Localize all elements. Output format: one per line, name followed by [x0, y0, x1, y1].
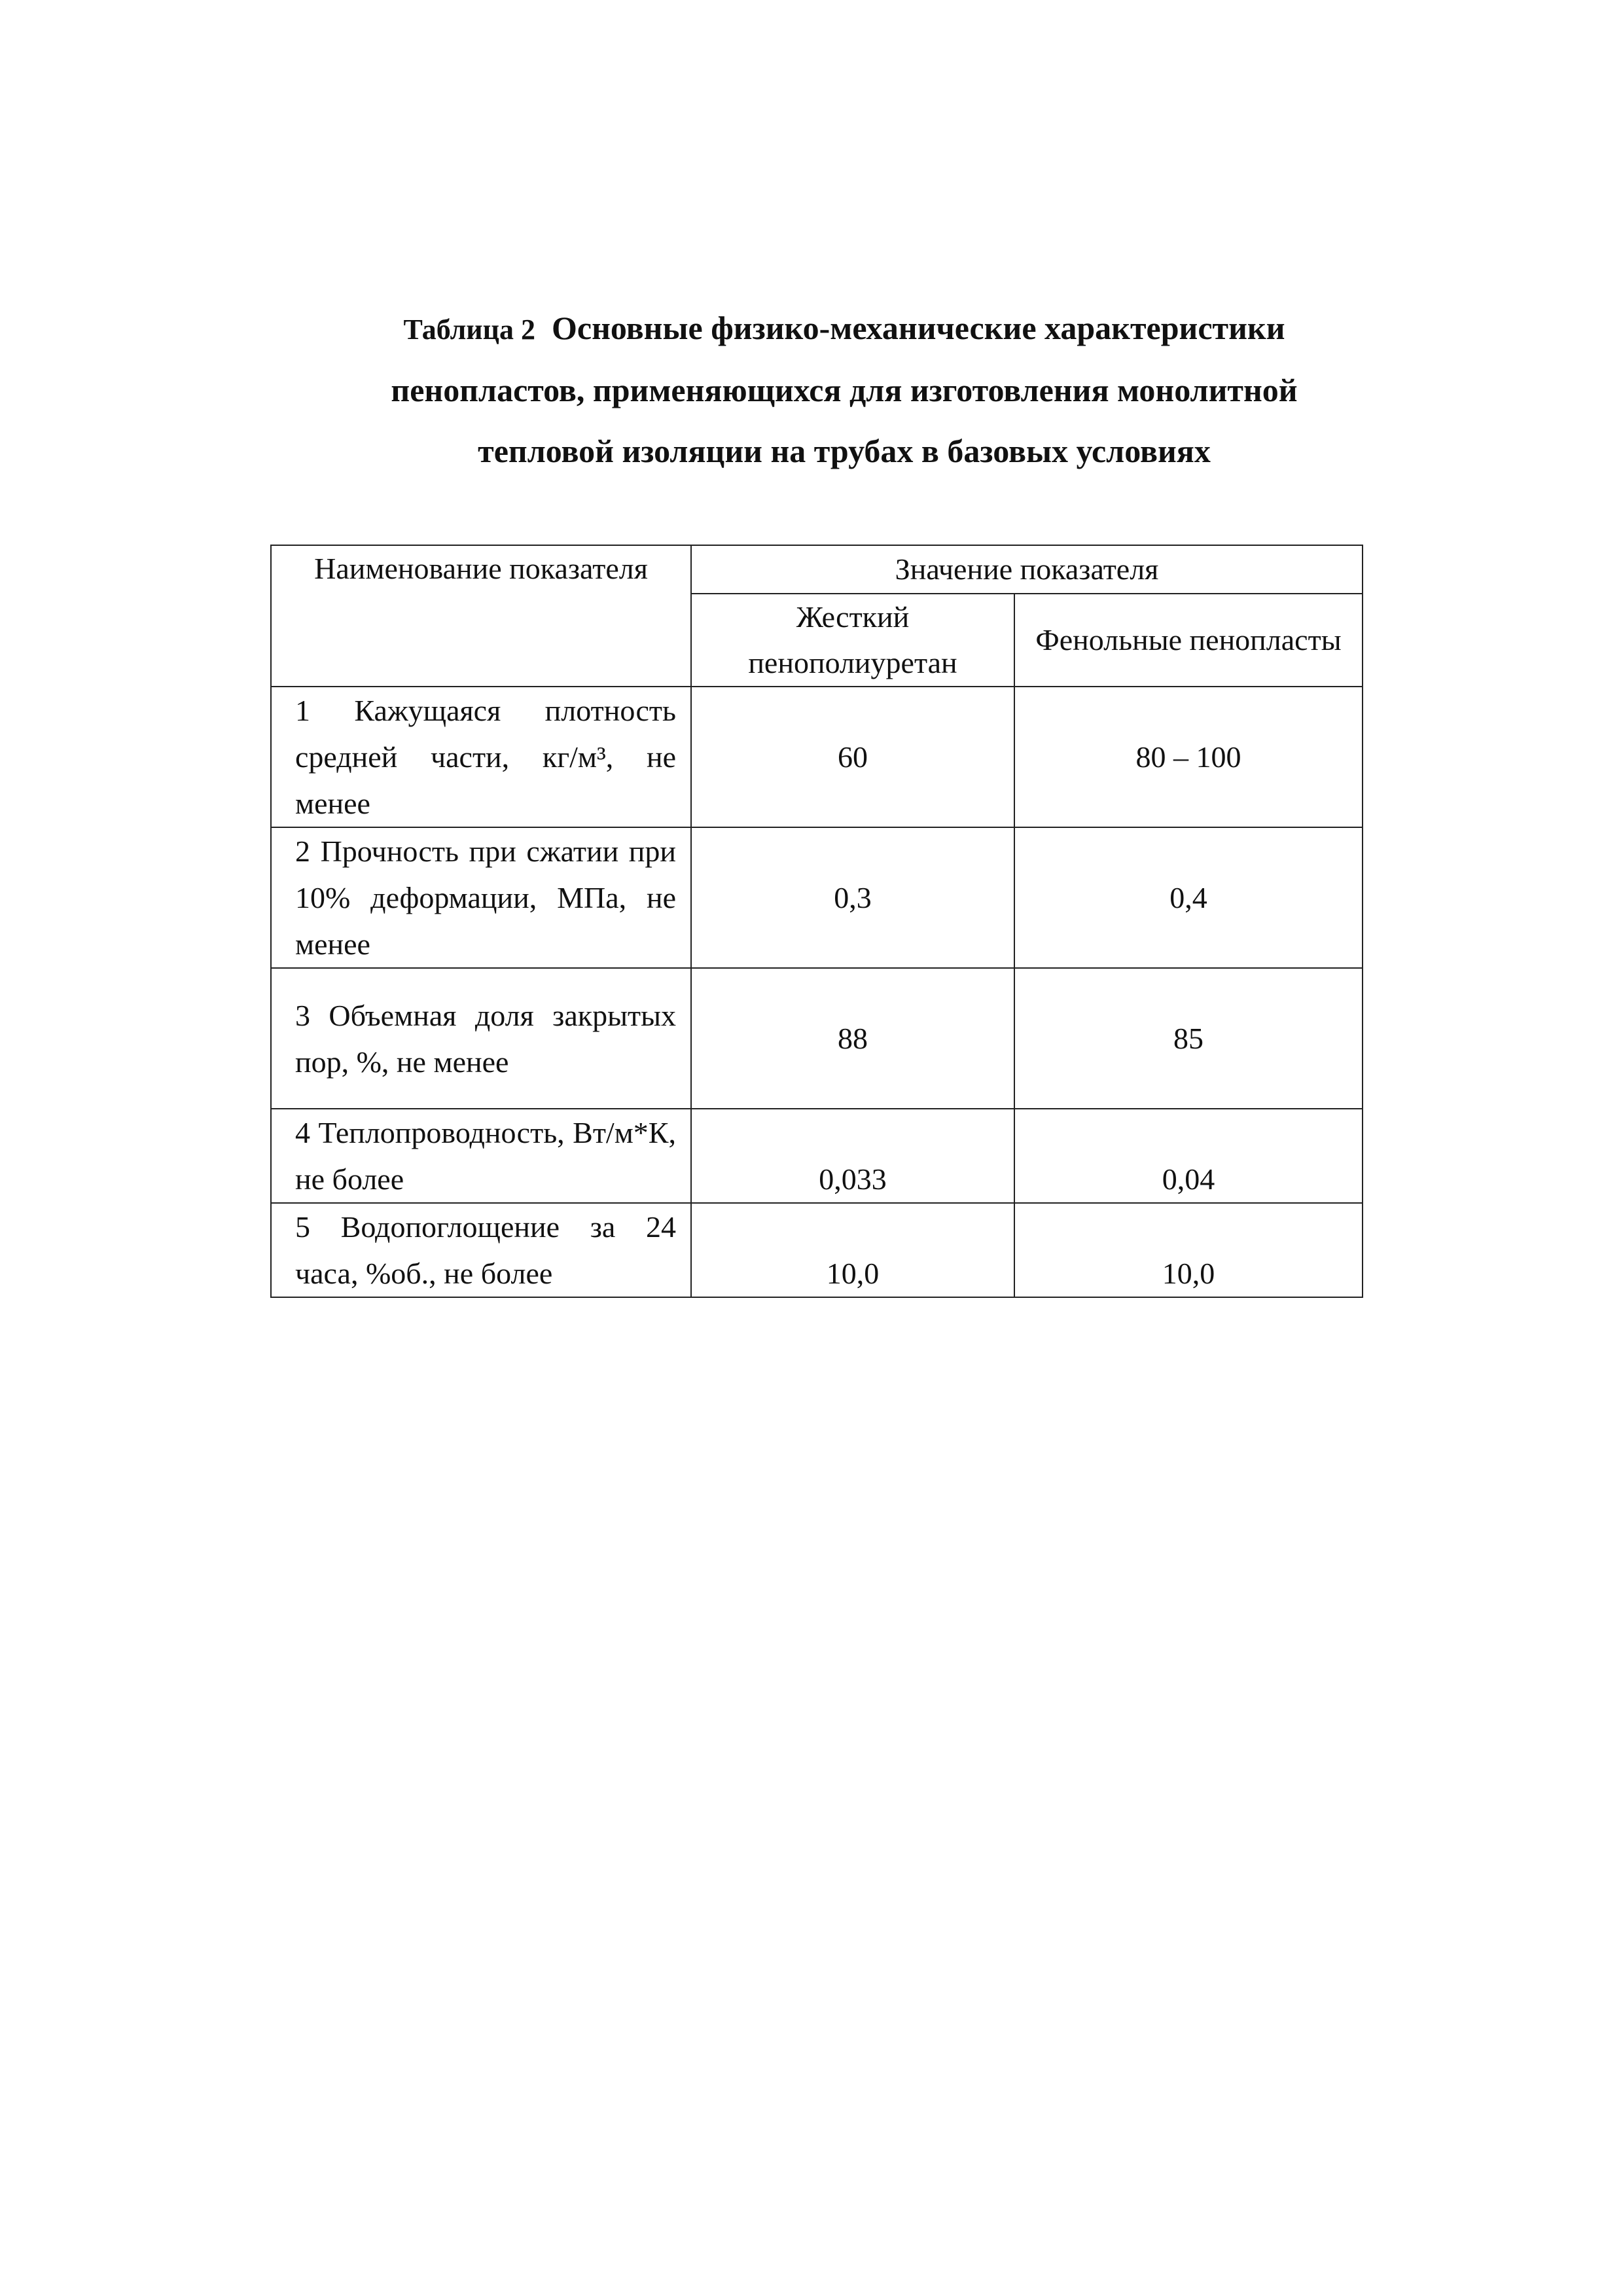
cell-rigid-pu-water-absorption: 10,0 — [691, 1203, 1014, 1297]
cell-rigid-pu-closed-cells: 88 — [691, 968, 1014, 1109]
specifications-table — [270, 545, 1363, 1298]
header-rigid-polyurethane: Жесткий пенополиуретан — [691, 594, 1014, 687]
table-row — [271, 1203, 1363, 1297]
cell-rigid-pu-density: 60 — [691, 687, 1014, 827]
row-label-thermal-conductivity: 4 Теплопроводность, Вт/м*К, не более — [271, 1109, 691, 1203]
row-label-density: 1 Кажущаяся плотность средней части, кг/м³, не менее — [271, 687, 691, 827]
cell-phenolic-closed-cells: 85 — [1014, 968, 1363, 1109]
table-row — [271, 968, 1363, 1109]
header-row-1 — [271, 545, 1363, 594]
caption-text-1: Основные физико-механические характеристики — [552, 310, 1285, 346]
header-indicator-value: Значение показателя — [691, 545, 1363, 594]
cell-rigid-pu-strength: 0,3 — [691, 827, 1014, 968]
row-label-closed-cells: 3 Объемная доля закрытых пор, %, не менее — [271, 968, 691, 1109]
cell-phenolic-conductivity: 0,04 — [1014, 1109, 1363, 1203]
cell-phenolic-water-absorption: 10,0 — [1014, 1203, 1363, 1297]
table-row — [271, 1109, 1363, 1203]
row-label-compressive-strength: 2 Прочность при сжатии при 10% деформации, МПа, не менее — [271, 827, 691, 968]
header-indicator-name: Наименование показателя — [271, 545, 691, 687]
caption-line-1 — [275, 298, 1414, 360]
table-caption — [275, 298, 1414, 482]
table-row — [271, 687, 1363, 827]
caption-line-2: пенопластов, применяющихся для изготовления монолитной — [391, 372, 1298, 408]
header-phenolic-foams: Фенольные пенопласты — [1014, 594, 1363, 687]
caption-label: Таблица 2 — [403, 314, 536, 346]
cell-rigid-pu-conductivity: 0,033 — [691, 1109, 1014, 1203]
caption-line-3: тепловой изоляции на трубах в базовых условиях — [478, 433, 1211, 469]
table-row — [271, 827, 1363, 968]
cell-phenolic-strength: 0,4 — [1014, 827, 1363, 968]
row-label-water-absorption: 5 Водопоглощение за 24 часа, %об., не более — [271, 1203, 691, 1297]
cell-phenolic-density: 80 – 100 — [1014, 687, 1363, 827]
